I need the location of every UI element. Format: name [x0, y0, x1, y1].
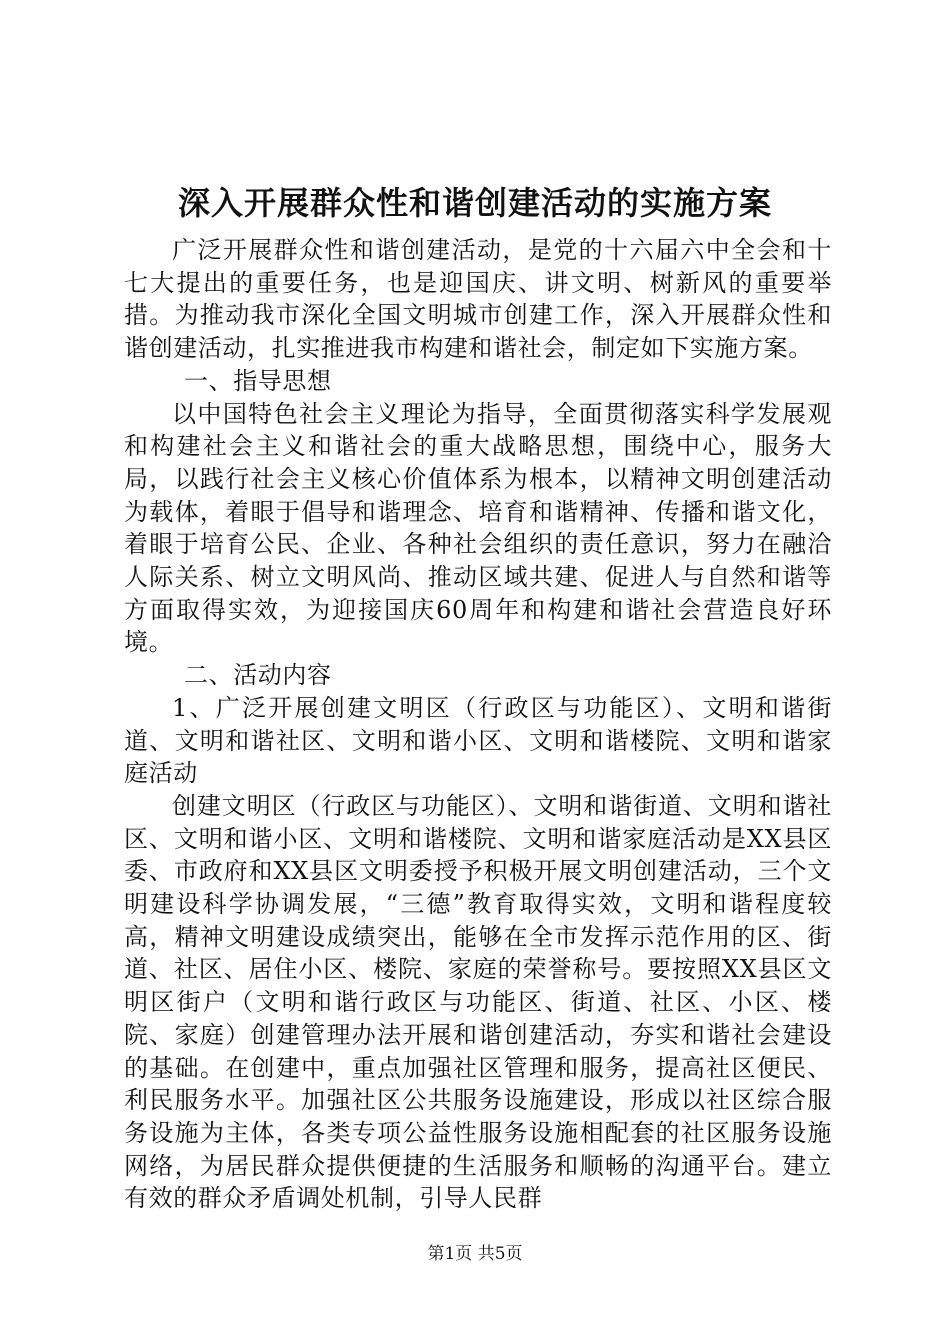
activity-item-1-heading: 1、广泛开展创建文明区（行政区与功能区）、文明和谐街道、文明和谐社区、文明和谐小区、文明和谐楼院、文明和谐家庭活动 [124, 693, 832, 788]
activity-item-1-paragraph: 创建文明区（行政区与功能区）、文明和谐街道、文明和谐社区、文明和谐小区、文明和谐楼院、文明和谐家庭活动是XX县区委、市政府和XX县区文明委授予积极开展文明创建活动，三个文明建设科学协调发展，“三德”教育取得实效，文明和谐程度较高，精神文明建设成绩突出，能够在全市发挥示范作用的区、街道、社区、居住小区、楼院、家庭的荣誉称号。要按照XX县区文明区街户（文明和谐行政区与功能区、街道、社区、小区、楼院、家庭）创建管理办法开展和谐创建活动，夯实和谐社会建设的基础。在创建中，重点加强社区管理和服务，提高社区便民、利民服务水平。加强社区公共服务设施建设，形成以社区综合服务设施为主体，各类专项公益性服务设施相配套的社区服务设施网络，为居民群众提供便捷的生活服务和顺畅的沟通平台。建立有效的群众矛盾调处机制，引导人民群 [124, 791, 832, 1213]
intro-paragraph: 广泛开展群众性和谐创建活动，是党的十六届六中全会和十七大提出的重要任务，也是迎国庆、讲文明、树新风的重要举措。为推动我市深化全国文明城市创建工作，深入开展群众性和谐创建活动，扎实推进我市构建和谐社会，制定如下实施方案。 [124, 236, 832, 363]
section-heading-activity-content: 二、活动内容 [184, 661, 332, 690]
document-body [124, 234, 832, 1215]
document-title: 深入开展群众性和谐创建活动的实施方案 [177, 184, 772, 222]
guiding-thought-paragraph: 以中国特色社会主义理论为指导，全面贯彻落实科学发展观和构建社会主义和谐社会的重大战略思想，围绕中心，服务大局，以践行社会主义核心价值体系为根本，以精神文明创建活动为载体，着眼于倡导和谐理念、培育和谐精神、传播和谐文化，着眼于培育公民、企业、各种社会组织的责任意识，努力在融洽人际关系、树立文明风尚、推动区域共建、促进人与自然和谐等方面取得实效，为迎接国庆60周年和构建和谐社会营造良好环境。 [124, 399, 832, 657]
page-number-footer: 第1页 共5页 [427, 1244, 523, 1264]
section-heading-guiding-thought: 一、指导思想 [184, 366, 332, 395]
